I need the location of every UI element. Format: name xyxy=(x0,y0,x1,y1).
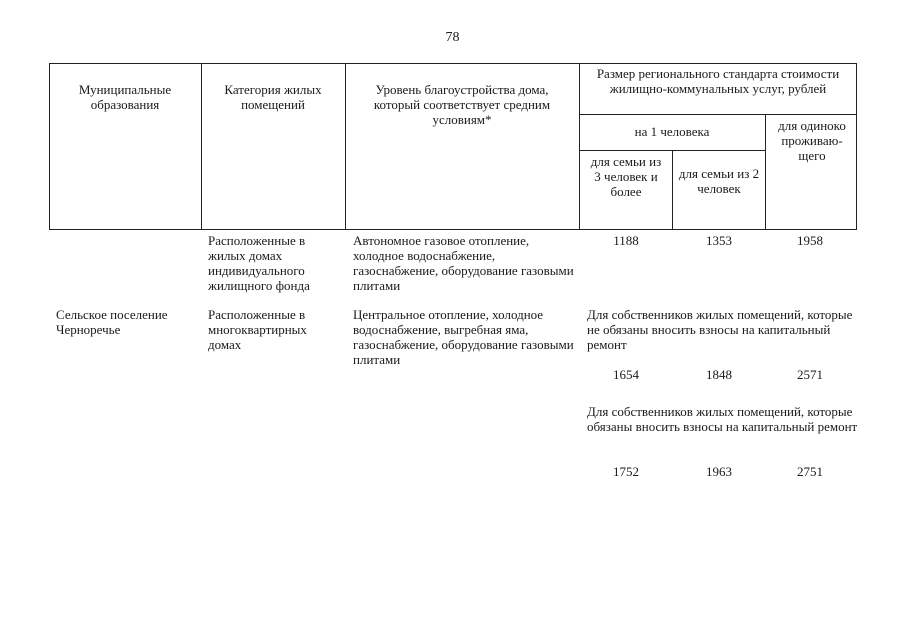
row1-value-family3: 1188 xyxy=(613,233,639,248)
header-single: для одиноко проживаю- щего xyxy=(778,118,846,163)
row1-value-family2: 1353 xyxy=(706,233,732,248)
row1-category: Расположенные в жилых домах индивидуального жилищного фонда xyxy=(208,233,310,293)
row2b-value-single: 2751 xyxy=(797,464,823,479)
header-municipality: Муниципальные образования xyxy=(78,82,172,112)
row2-note-no-capital-repair: Для собственников жилых помещений, которые не обязаны вносить взносы на капитальный ремонт xyxy=(587,307,853,352)
row2b-value-family3: 1752 xyxy=(613,464,639,479)
row2-category: Расположенные в многоквартирных домах xyxy=(208,307,307,352)
municipality-name: Сельское поселение Черноречье xyxy=(56,307,168,337)
row2b-value-family2: 1963 xyxy=(706,464,732,479)
page-number: 78 xyxy=(445,30,460,45)
header-standard-size: Размер регионального стандарта стоимости жилищно-коммунальных услуг, рублей xyxy=(596,66,840,96)
row2-note-capital-repair: Для собственников жилых помещений, которые обязаны вносить взносы на капитальный ремонт xyxy=(587,404,858,434)
row2-level: Центральное отопление, холодное водоснабжение, выгребная яма, газоснабжение, оборудование газовыми плитами xyxy=(353,307,574,367)
header-per-person: на 1 человека xyxy=(634,124,710,139)
row1-level: Автономное газовое отопление, холодное водоснабжение, газоснабжение, оборудование газовыми плитами xyxy=(353,233,574,293)
header-family-2: для семьи из 2 человек xyxy=(678,166,760,196)
header-category: Категория жилых помещений xyxy=(224,82,322,112)
row2a-value-family3: 1654 xyxy=(613,367,639,382)
header-level: Уровень благоустройства дома, который соответствует средним условиям* xyxy=(373,82,551,127)
header-family-3: для семьи из 3 человек и более xyxy=(590,154,662,199)
row2a-value-single: 2571 xyxy=(797,367,823,382)
row1-value-single: 1958 xyxy=(797,233,823,248)
row2a-value-family2: 1848 xyxy=(706,367,732,382)
